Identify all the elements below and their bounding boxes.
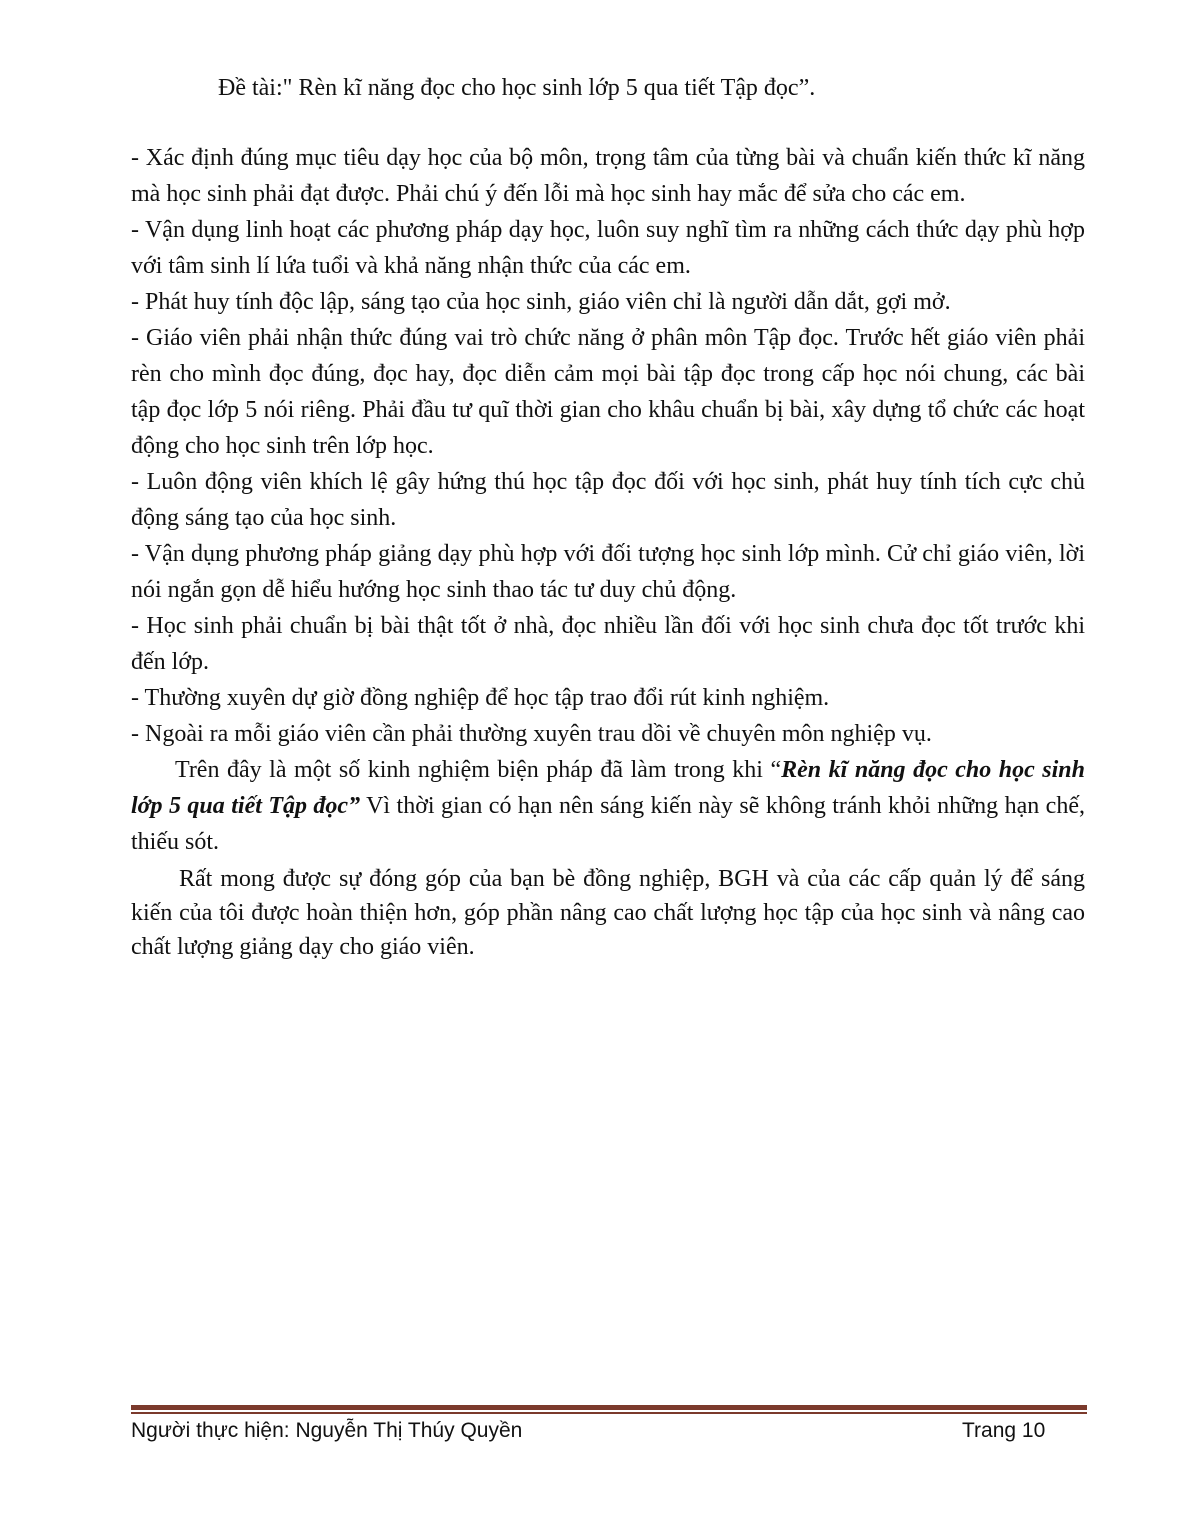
bullet-item-3: - Phát huy tính độc lập, sáng tạo của học sinh, giáo viên chỉ là người dẫn dắt, gợi mở. — [131, 289, 951, 315]
footer-divider — [131, 1405, 1087, 1414]
footer-author: Người thực hiện: Nguyễn Thị Thúy Quyền — [131, 1419, 523, 1442]
document-title: Đề tài:" Rèn kĩ năng đọc cho học sinh lớp 5 qua tiết Tập đọc”. — [218, 75, 816, 101]
bullet-item-6: - Vận dụng phương pháp giảng dạy phù hợp với đối tượng học sinh lớp mình. Cử chỉ giáo viên, lời nói ngắn gọn dễ hiểu hướng học sinh thao tác tư duy chủ động. — [131, 541, 1085, 603]
footer-divider-thick — [131, 1405, 1087, 1410]
bullet-item-5: - Luôn động viên khích lệ gây hứng thú học tập đọc đối với học sinh, phát huy tính tích cực chủ động sáng tạo của học sinh. — [131, 469, 1085, 531]
closing-text-before: Trên đây là một số kinh nghiệm biện pháp đã làm trong khi “ — [175, 757, 782, 783]
footer-page-number: Trang 10 — [962, 1419, 1046, 1442]
bullet-item-8: - Thường xuyên dự giờ đồng nghiệp để học tập trao đổi rút kinh nghiệm. — [131, 685, 830, 711]
footer-divider-thin — [131, 1412, 1087, 1414]
closing-paragraph-2: Rất mong được sự đóng góp của bạn bè đồng nghiệp, BGH và của các cấp quản lý để sáng kiến của tôi được hoàn thiện hơn, góp phần nâng cao chất lượng học tập của học sinh và nâng cao chất lượng giảng dạy cho giáo viên. — [131, 866, 1085, 960]
bullet-item-2: - Vận dụng linh hoạt các phương pháp dạy học, luôn suy nghĩ tìm ra những cách thức dạy phù hợp với tâm sinh lí lứa tuổi và khả năng nhận thức của các em. — [131, 217, 1085, 279]
bullet-item-7: - Học sinh phải chuẩn bị bài thật tốt ở nhà, đọc nhiều lần đối với học sinh chưa đọc tốt trước khi đến lớp. — [131, 613, 1085, 675]
closing-emphasis: Rèn kĩ năng đọc cho học sinh lớp 5 qua tiết Tập đọc” — [131, 757, 1085, 819]
bullet-item-9: - Ngoài ra mỗi giáo viên cần phải thường xuyên trau dồi về chuyên môn nghiệp vụ. — [131, 721, 932, 747]
bullet-item-1: - Xác định đúng mục tiêu dạy học của bộ môn, trọng tâm của từng bài và chuẩn kiến thức kĩ năng mà học sinh phải đạt được. Phải chú ý đến lỗi mà học sinh hay mắc để sửa cho các em. — [131, 145, 1085, 207]
closing-text-after: Vì thời gian có hạn nên sáng kiến này sẽ không tránh khỏi những hạn chế, thiếu sót. — [131, 793, 1085, 855]
closing-paragraph-1 — [131, 752, 1085, 860]
bullet-item-4: - Giáo viên phải nhận thức đúng vai trò chức năng ở phân môn Tập đọc. Trước hết giáo viên phải rèn cho mình đọc đúng, đọc hay, đọc diễn cảm mọi bài tập đọc trong cấp học nói chung, các bài tập đọc lớp 5 nói riêng. Phải đầu tư quĩ thời gian cho khâu chuẩn bị bài, xây dựng tổ chức các hoạt động cho học sinh trên lớp học. — [131, 325, 1085, 459]
document-body — [131, 140, 1085, 964]
